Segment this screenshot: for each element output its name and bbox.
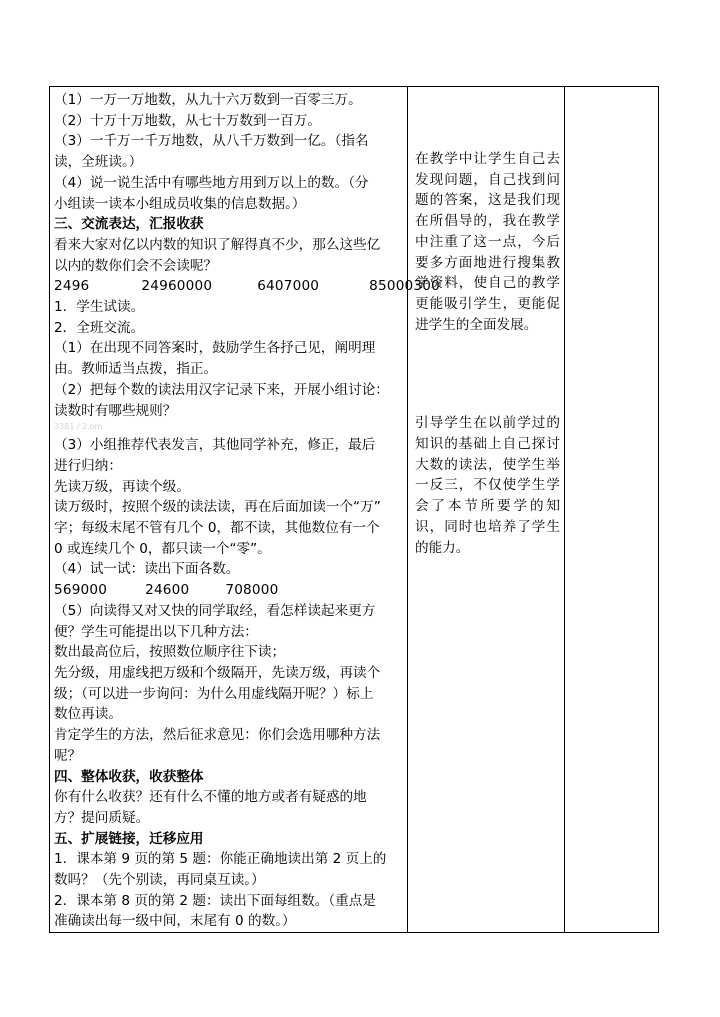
number-value: 85000300: [369, 278, 440, 295]
text-line: （1）一万一万地数，从九十六万数到一百零三万。: [54, 92, 362, 108]
empty-column-cell: [565, 87, 659, 933]
text-line: 2．课本第 8 页的第 2 题：读出下面每组数。（重点是: [54, 892, 376, 909]
reflection-cell: [408, 87, 565, 933]
text-line: 读数时有哪些规则？: [54, 402, 177, 419]
section-heading: 四、整体收获，收获整体: [54, 768, 204, 785]
text-line: 进行归纳：: [54, 457, 122, 474]
number-value: 569000: [54, 582, 108, 599]
number-row: [54, 580, 403, 601]
text-line: （4）试一试：读出下面各数。: [54, 561, 240, 578]
text-line: 你有什么收获？还有什么不懂的地方或者有疑惑的地: [54, 789, 367, 806]
text-line: 字；每级末尾不管有几个 0，都不读，其他数位有一个: [54, 520, 380, 537]
reflection-note-2: 引导学生在以前学过的知识的基础上自己探讨大数的读法，使学生举一反三，不仅使学生学会了本节所要学的知识，同时也培养了学生的能力。: [415, 415, 560, 556]
text-line: 级；（可以进一步询问：为什么用虚线隔开呢？）标上: [54, 685, 374, 702]
text-line: 便？学生可能提出以下几种方法：: [54, 623, 258, 640]
faint-watermark-text: 3381 / 2.om: [54, 422, 103, 432]
number-value: 6407000: [257, 278, 320, 295]
section-heading: 三、交流表达，汇报收获: [54, 216, 204, 233]
text-line: 呢？: [54, 747, 82, 764]
text-line: 2．全班交流。: [54, 319, 145, 336]
text-line: 数吗？（先个别读，再同桌互读。）: [54, 872, 265, 889]
text-line: 方？提问质疑。: [54, 809, 150, 826]
text-line: 0 或连续几个 0，都只读一个“零”。: [54, 540, 271, 557]
reflection-notes: [408, 149, 564, 558]
text-line: 数位再读。: [54, 706, 122, 723]
number-value: 24960000: [141, 278, 213, 295]
text-line: （2）十万十万地数，从七十万数到一百万。: [54, 112, 321, 129]
text-line: 肯定学生的方法，然后征求意见：你们会选用哪种方法: [54, 727, 381, 744]
teaching-process-text: [50, 87, 440, 932]
text-line: （4）说一说生活中有哪些地方用到万以上的数。（分: [54, 174, 369, 191]
section-heading: 五、扩展链接，迁移应用: [54, 830, 204, 847]
reflection-note-1: 在教学中让学生自己去发现问题，自己找到问题的答案，这是我们现在所倡导的，我在教学中注重了这一点，今后要多方面地进行搜集教学资料，使自己的教学更能吸引学生，更能促进学生的全面发展。: [415, 151, 560, 333]
text-line: （5）向读得又对又快的同学取经，看怎样读起来更方: [54, 602, 376, 619]
text-line: 以内的数你们会不会读呢？: [54, 257, 218, 274]
text-line: 看来大家对亿以内数的知识了解得真不少，那么这些亿: [54, 236, 381, 253]
number-value: 24600: [145, 582, 190, 599]
number-value: 708000: [225, 582, 279, 599]
text-line: 由。教师适当点拨，指正。: [54, 361, 218, 378]
text-line: 1．学生试读。: [54, 299, 145, 316]
number-row: [54, 276, 440, 297]
text-line: 准确读出每一级中间，末尾有 0 的数。）: [54, 913, 296, 930]
table-row: [50, 87, 659, 933]
text-line: （3）小组推荐代表发言，其他同学补充，修正，最后: [54, 437, 376, 454]
text-line: 读万级时，按照个级的读法读，再在后面加读一个“万”: [54, 499, 381, 516]
text-line: （1）在出现不同答案时，鼓励学生各抒己见，阐明理: [54, 340, 376, 357]
text-line: 先分级，用虚线把万级和个级隔开，先读万级，再读个: [54, 664, 381, 681]
text-line: 小组读一读本小组成员收集的信息数据。）: [54, 195, 306, 212]
text-line: 1．课本第 9 页的第 5 题：你能正确地读出第 2 页上的: [54, 851, 387, 868]
text-line: 数出最高位后，按照数位顺序往下读；: [54, 644, 286, 661]
text-line: 先读万级，再读个级。: [54, 478, 190, 495]
text-line: （2）把每个数的读法用汉字记录下来，开展小组讨论：: [54, 381, 389, 398]
lesson-plan-table: [49, 86, 659, 933]
text-line: （3）一千万一千万地数，从八千万数到一亿。（指名: [54, 133, 369, 150]
text-line: 读，全班读。）: [54, 154, 143, 171]
number-value: 2496: [54, 278, 90, 295]
teaching-process-cell: [50, 87, 440, 933]
